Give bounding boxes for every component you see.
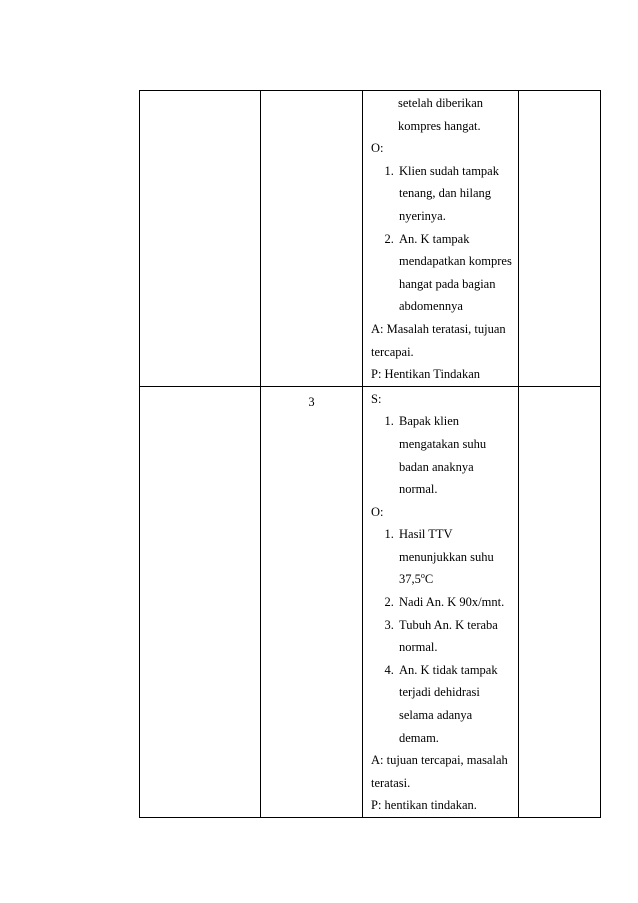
objective-list [371, 160, 516, 318]
continued-line: kompres hangat. [398, 118, 481, 133]
degree-sign: o [420, 571, 425, 581]
list-item: 2. An. K tampak mendapatkan kompres hangat pada bagian abdomennya [397, 228, 516, 318]
list-item: 3. Tubuh An. K teraba normal. [397, 614, 516, 659]
table-cell-empty [140, 386, 261, 817]
list-item: 1. Klien sudah tampak tenang, dan hilang nyerinya. [397, 160, 516, 228]
table-row [140, 91, 601, 387]
list-item: 1. Bapak klien mengatakan suhu badan anaknya normal. [397, 410, 516, 500]
table-cell-empty [519, 91, 601, 387]
soap-cell [363, 91, 519, 387]
plan-line: P: hentikan tindakan. [371, 798, 477, 813]
table-cell-empty [261, 91, 363, 387]
table-cell-empty [519, 386, 601, 817]
assessment-line: teratasi. [371, 775, 411, 790]
objective-label: O: [371, 504, 384, 519]
assessment-line: A: tujuan tercapai, masalah [371, 753, 508, 768]
continued-line: setelah diberikan [398, 96, 484, 110]
subjective-label: S: [371, 391, 382, 406]
list-item: 4. An. K tidak tampak terjadi dehidrasi selama adanya demam. [397, 659, 516, 749]
list-item: 1. Hasil TTV menunjukkan suhu 37,5$^o$C [397, 523, 516, 591]
objective-label: O: [371, 141, 384, 156]
table-cell-empty [140, 91, 261, 387]
diagnosis-number: 3 [261, 386, 363, 817]
subjective-list [371, 410, 516, 500]
soap-cell [363, 386, 519, 817]
list-item: 2. Nadi An. K 90x/mnt. [397, 591, 516, 614]
plan-line: P: Hentikan Tindakan [371, 367, 481, 382]
temperature-value: 37,5$^o$C [399, 571, 434, 587]
assessment-line: tercapai. [371, 344, 414, 359]
objective-list [371, 523, 516, 749]
table-row [140, 386, 601, 817]
evaluation-table [139, 90, 601, 818]
assessment-line: A: Masalah teratasi, tujuan [371, 321, 506, 336]
